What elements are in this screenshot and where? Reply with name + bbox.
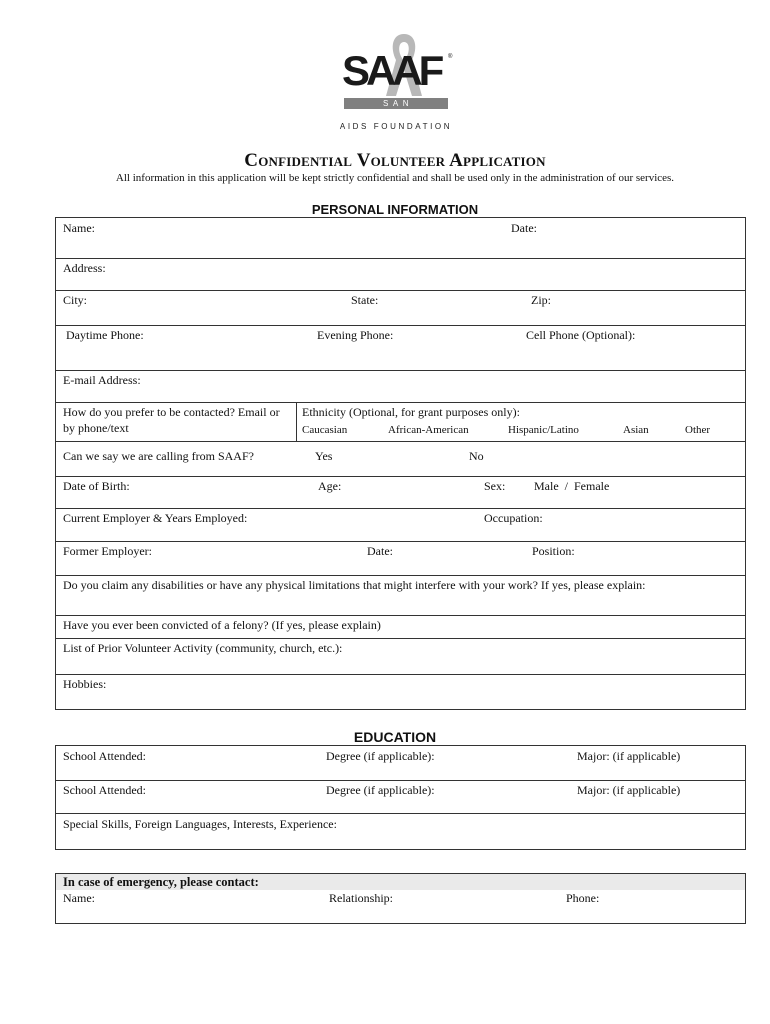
prior-volunteer-field[interactable]: List of Prior Volunteer Activity (community, church, etc.): — [63, 641, 343, 655]
felony-field[interactable]: Have you ever been convicted of a felony? (If yes, please explain) — [63, 618, 381, 632]
no-option[interactable] — [465, 448, 484, 464]
ethnicity-option-other[interactable]: Other — [685, 424, 711, 436]
saaf-logo — [330, 30, 460, 136]
calling-from-saaf-question: Can we say we are calling from SAAF? — [63, 449, 254, 463]
major-field-2[interactable]: Major: (if applicable) — [577, 783, 681, 797]
logo-band: SAN ANTONIO — [344, 98, 448, 109]
degree-field-1[interactable]: Degree (if applicable): — [326, 749, 435, 763]
yes-option[interactable] — [315, 448, 332, 464]
hobbies-field[interactable]: Hobbies: — [63, 677, 107, 691]
position-field[interactable]: Position: — [532, 544, 575, 558]
evening-phone-field[interactable]: Evening Phone: — [317, 328, 394, 342]
ethnicity-option-african-american[interactable]: African-American — [388, 424, 469, 436]
email-field[interactable]: E-mail Address: — [63, 373, 141, 387]
registered-mark: ® — [448, 54, 453, 60]
page-subtitle: All information in this application will be kept strictly confidential and shall be used only in the administration of our services. — [115, 172, 675, 184]
emergency-phone-field[interactable]: Phone: — [566, 891, 600, 905]
sex-options[interactable]: Male / Female — [534, 479, 610, 493]
special-skills-field[interactable]: Special Skills, Foreign Languages, Interests, Experience: — [63, 817, 337, 831]
school-attended-field-2[interactable]: School Attended: — [63, 783, 146, 797]
major-field-1[interactable]: Major: (if applicable) — [577, 749, 681, 763]
ethnicity-label: Ethnicity (Optional, for grant purposes only): — [302, 405, 520, 419]
date-field[interactable]: Date: — [511, 221, 537, 235]
logo-wordmark: SAAF — [342, 47, 441, 94]
contact-preference-field[interactable]: How do you prefer to be contacted? Email or by phone/text — [63, 405, 280, 436]
degree-field-2[interactable]: Degree (if applicable): — [326, 783, 435, 797]
personal-info-table — [55, 217, 746, 710]
page-title: Confidential Volunteer Application — [244, 150, 546, 171]
address-field[interactable]: Address: — [63, 261, 106, 275]
zip-field[interactable]: Zip: — [531, 293, 551, 307]
personal-heading: PERSONAL INFORMATION — [311, 202, 479, 217]
emergency-relationship-field[interactable]: Relationship: — [329, 891, 393, 905]
age-field[interactable]: Age: — [318, 479, 342, 493]
daytime-phone-field[interactable]: Daytime Phone: — [66, 328, 144, 342]
name-field[interactable]: Name: — [63, 221, 95, 235]
current-employer-field[interactable]: Current Employer & Years Employed: — [63, 511, 248, 525]
logo-subtitle: AIDS FOUNDATION — [339, 122, 453, 131]
emergency-contact-table — [55, 873, 746, 924]
occupation-field[interactable]: Occupation: — [484, 511, 543, 525]
yes-label: Yes — [315, 449, 333, 463]
disabilities-field[interactable]: Do you claim any disabilities or have any physical limitations that might interfere with your work? If yes, please explain: — [63, 578, 646, 592]
state-field[interactable]: State: — [351, 293, 379, 307]
ethnicity-option-asian[interactable]: Asian — [623, 424, 649, 436]
former-employer-field[interactable]: Former Employer: — [63, 544, 152, 558]
school-attended-field-1[interactable]: School Attended: — [63, 749, 146, 763]
former-employer-date-field[interactable]: Date: — [367, 544, 393, 558]
ethnicity-option-hispanic-latino[interactable]: Hispanic/Latino — [508, 424, 579, 436]
sex-label: Sex: — [484, 479, 506, 493]
date-of-birth-field[interactable]: Date of Birth: — [63, 479, 130, 493]
cell-phone-field[interactable]: Cell Phone (Optional): — [526, 328, 636, 342]
ethnicity-option-caucasian[interactable]: Caucasian — [302, 424, 348, 436]
emergency-name-field[interactable]: Name: — [63, 891, 95, 905]
no-label: No — [469, 449, 484, 463]
city-field[interactable]: City: — [63, 293, 88, 307]
emergency-heading: In case of emergency, please contact: — [56, 874, 745, 890]
education-table — [55, 745, 746, 850]
education-heading: EDUCATION — [353, 729, 437, 745]
